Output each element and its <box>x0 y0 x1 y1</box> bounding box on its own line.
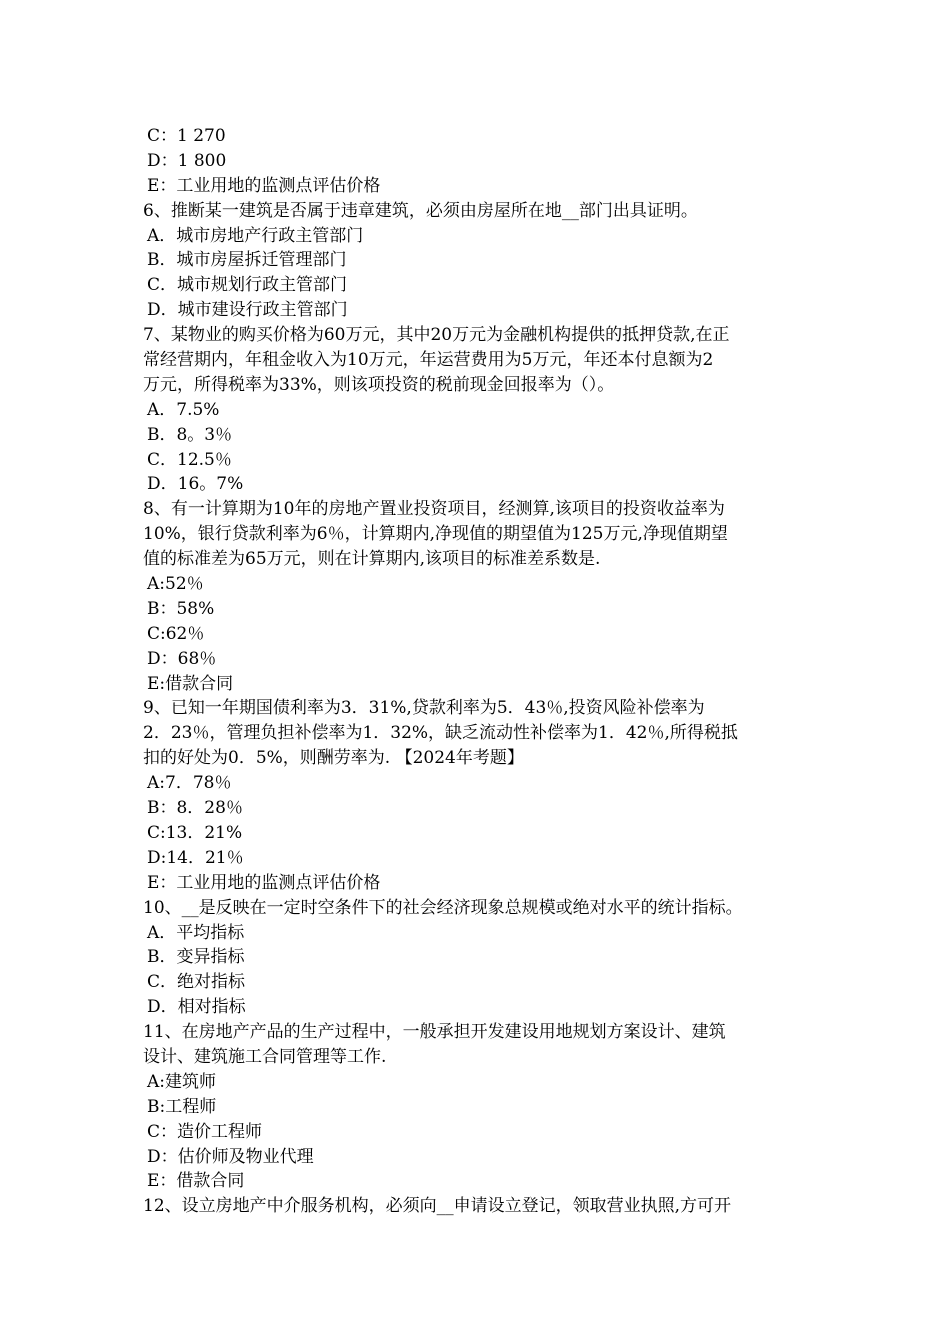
answer-option-line: B:工程师 <box>147 1096 217 1117</box>
question-text-line: 6、推断某一建筑是否属于违章建筑，必须由房屋所在地__部门出具证明。 <box>143 200 698 221</box>
exam-question-text <box>143 124 809 1219</box>
answer-option-line: A．平均指标 <box>147 922 245 943</box>
answer-option-line: E：借款合同 <box>147 1171 245 1192</box>
answer-option-line: A:52％ <box>147 574 204 595</box>
answer-option-line: B．城市房屋拆迁管理部门 <box>147 250 347 271</box>
question-text-line: 9、已知一年期国债利率为3．31%,贷款利率为5．43％,投资风险补偿率为 <box>143 698 705 719</box>
answer-option-line: E:借款合同 <box>147 673 234 694</box>
answer-option-line: C．绝对指标 <box>147 972 246 993</box>
answer-option-line: A．7.5% <box>147 399 220 420</box>
question-text-line: 7、某物业的购买价格为60万元，其中20万元为金融机构提供的抵押贷款,在正 <box>143 325 730 346</box>
question-text-line: 扣的好处为0．5%，则酬劳率为. 【2024年考题】 <box>143 748 524 769</box>
answer-option-line: B：58% <box>147 598 215 619</box>
answer-option-line: D：估价师及物业代理 <box>147 1146 314 1167</box>
answer-option-line: B．8。3％ <box>147 424 233 445</box>
question-text-line: 值的标准差为65万元，则在计算期内,该项目的标准差系数是. <box>143 549 601 570</box>
answer-option-line: B．变异指标 <box>147 947 245 968</box>
question-text-line: 万元，所得税率为33%，则该项投资的税前现金回报率为（）。 <box>143 374 615 395</box>
answer-option-line: D．城市建设行政主管部门 <box>147 300 348 321</box>
answer-option-line: D．16。7% <box>147 474 244 495</box>
question-text-line: 10、__是反映在一定时空条件下的社会经济现象总规模或绝对水平的统计指标。 <box>143 897 743 918</box>
answer-option-line: D：1 800 <box>147 150 227 171</box>
question-text-line: 12、设立房地产中介服务机构，必须向__申请设立登记，领取营业执照,方可开 <box>143 1196 732 1217</box>
question-text-line: 常经营期内，年租金收入为10万元，年运营费用为5万元，年还本付息额为2 <box>143 350 714 371</box>
answer-option-line: B：8．28％ <box>147 798 243 819</box>
answer-option-line: C．12.5％ <box>147 449 232 470</box>
answer-option-line: A:7．78％ <box>147 773 232 794</box>
answer-option-line: C．城市规划行政主管部门 <box>147 275 348 296</box>
answer-option-line: C：1 270 <box>147 126 226 146</box>
question-text-line: 设计、建筑施工合同管理等工作. <box>143 1046 387 1067</box>
answer-option-line: E：工业用地的监测点评估价格 <box>147 872 381 893</box>
answer-option-line: A．城市房地产行政主管部门 <box>147 225 364 246</box>
answer-option-line: C：造价工程师 <box>147 1121 263 1142</box>
answer-option-line: A:建筑师 <box>147 1071 217 1092</box>
answer-option-line: C:62％ <box>147 623 205 644</box>
question-text-line: 11、在房地产产品的生产过程中，一般承担开发建设用地规划方案设计、建筑 <box>143 1022 726 1043</box>
question-text-line: 2．23％，管理负担补偿率为1．32%，缺乏流动性补偿率为1．42％,所得税抵 <box>143 723 738 744</box>
answer-option-line: D:14．21％ <box>147 847 244 868</box>
answer-option-line: C:13．21% <box>147 822 243 843</box>
question-text-line: 8、有一计算期为10年的房地产置业投资项目，经测算,该项目的投资收益率为 <box>143 499 725 520</box>
answer-option-line: D．相对指标 <box>147 997 246 1018</box>
answer-option-line: D：68％ <box>147 648 217 669</box>
answer-option-line: E：工业用地的监测点评估价格 <box>147 175 381 196</box>
question-text-line: 10%，银行贷款利率为6％，计算期内,净现值的期望值为125万元,净现值期望 <box>143 524 728 545</box>
